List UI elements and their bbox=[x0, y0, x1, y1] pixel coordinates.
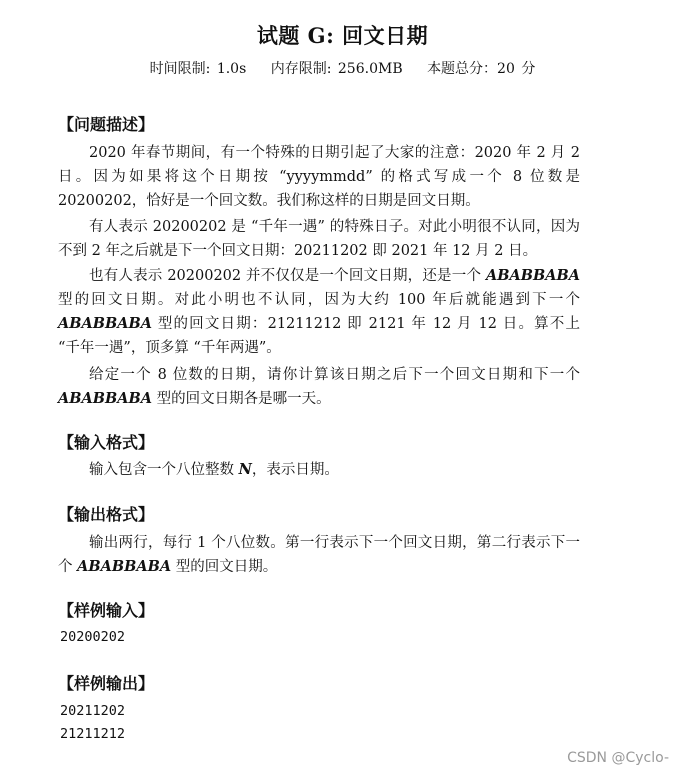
sample-input-block bbox=[60, 626, 125, 649]
input-format-text bbox=[58, 458, 580, 482]
pattern-term: ABABBABA bbox=[77, 558, 172, 575]
sample-output-line: 21211212 bbox=[60, 726, 126, 742]
problem-title: 试题 G: 回文日期 bbox=[256, 23, 429, 48]
text-segment: 输入包含一个八位整数 bbox=[89, 462, 239, 478]
total-score: 本题总分：20 分 bbox=[427, 61, 536, 77]
time-limit: 时间限制: 1.0s bbox=[149, 61, 247, 77]
description-heading: 【问题描述】 bbox=[58, 115, 155, 134]
sample-input-heading: 【样例输入】 bbox=[58, 601, 155, 620]
description-paragraph-1: 2020 年春节期间，有一个特殊的日期引起了大家的注意：2020 年 2 月 2 日。因为如果将这个日期按 “yyyymmdd” 的格式写成一个 8 位数是 20200202，恰好是一个回文数。我们称这样的日期是回文日期。 bbox=[58, 145, 580, 209]
sample-input-line: 20200202 bbox=[60, 629, 126, 645]
sample-output-heading: 【样例输出】 bbox=[58, 674, 155, 693]
description-paragraph-4 bbox=[58, 363, 580, 411]
text-segment: 给定一个 8 位数的日期，请你计算该日期之后下一个回文日期和下一个 bbox=[89, 367, 580, 383]
variable-n: N bbox=[238, 461, 252, 478]
input-format-heading: 【输入格式】 bbox=[58, 433, 155, 452]
pattern-term: ABABBABA bbox=[485, 267, 580, 284]
output-format-text bbox=[58, 531, 580, 579]
pattern-term: ABABBABA bbox=[58, 315, 153, 332]
text-segment: 型的回文日期：21211212 即 2121 年 12 月 12 日。算不上 “千年一遇”，顶多算 “千年两遇”。 bbox=[58, 316, 580, 356]
sample-output-line: 20211202 bbox=[60, 703, 126, 719]
text-segment: 输出两行，每行 1 个八位数。第一行表示下一个回文日期，第二行表示下一个 bbox=[58, 535, 580, 575]
text-segment: 型的回文日期。对此小明也不认同，因为大约 100 年后就能遇到下一个 bbox=[58, 292, 580, 308]
sample-output-block bbox=[60, 700, 125, 746]
text-segment: ，表示日期。 bbox=[251, 462, 339, 478]
limits-bar bbox=[0, 58, 685, 78]
watermark: CSDN @Cyclo- bbox=[567, 750, 669, 766]
pattern-term: ABABBABA bbox=[58, 390, 153, 407]
text-segment: 型的回文日期各是哪一天。 bbox=[152, 391, 331, 407]
output-format-heading: 【输出格式】 bbox=[58, 505, 155, 524]
description-paragraph-3 bbox=[58, 264, 580, 360]
text-segment: 型的回文日期。 bbox=[171, 559, 278, 575]
memory-limit: 内存限制: 256.0MB bbox=[270, 61, 403, 77]
description-paragraph-2: 有人表示 20200202 是 “千年一遇” 的特殊日子。对此小明很不认同，因为不到 2 年之后就是下一个回文日期：20211202 即 2021 年 12 月 2 日。 bbox=[58, 219, 580, 259]
text-segment: 也有人表示 20200202 并不仅仅是一个回文日期，还是一个 bbox=[89, 268, 486, 284]
